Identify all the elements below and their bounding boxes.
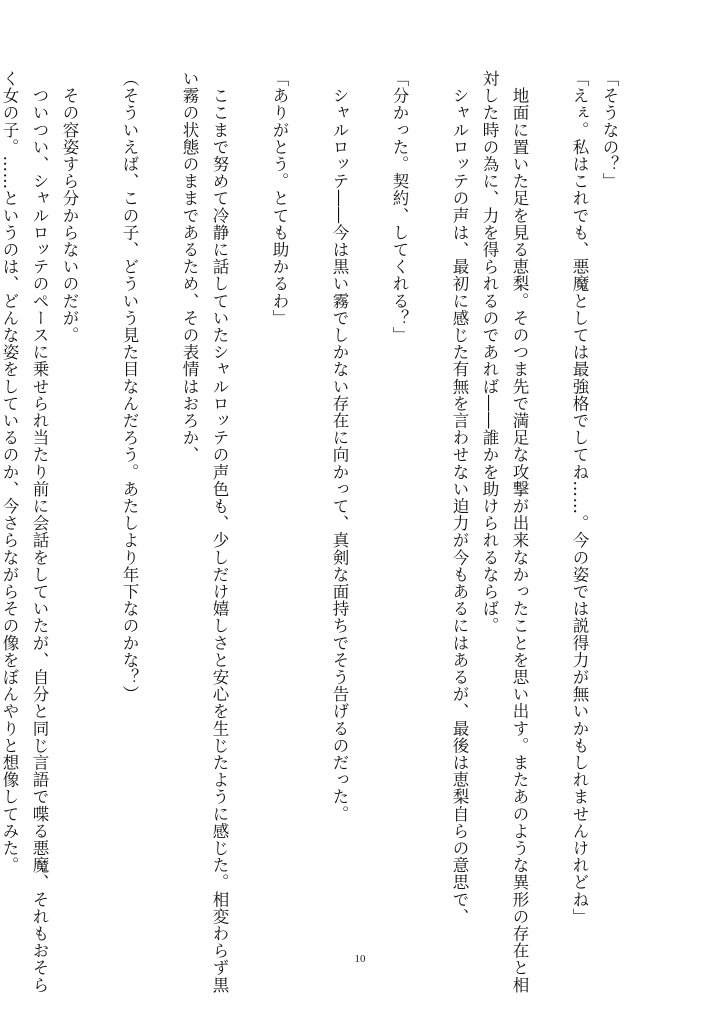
text-line: 「えぇ。私はこれでも、悪魔としては最強格でしてね……。今の姿では説得力が無いかもしれませんけれどね」 bbox=[570, 70, 589, 925]
text-line: （そういえば、この子、どういう見た目なんだろう。あたしより年下なのかな？） bbox=[120, 70, 139, 703]
text-line bbox=[234, 70, 264, 950]
text-line bbox=[354, 70, 384, 950]
text-line: 「ありがとう。とても助かるわ」 bbox=[270, 70, 289, 327]
text-line: 「そうなの？」 bbox=[600, 70, 619, 190]
text-line: 対した時の為に、力を得られるのであれば――誰かを助けられるならば。 bbox=[480, 70, 499, 635]
text-line: シャルロッテの声は、最初に感じた有無を言わせない迫力が今もあるにはあるが、最後は恵梨自らの意思で、 bbox=[450, 70, 469, 925]
text-line: い霧の状態のままであるため、その表情はおろか、 bbox=[180, 70, 199, 464]
text-line bbox=[84, 70, 114, 950]
text-line: ついつい、シャルロッテのペースに乗せられ当たり前に会話をしていたが、自分と同じ言語で喋る悪魔、それもおそら bbox=[30, 70, 49, 994]
text-line: 「分かった。契約、してくれる？」 bbox=[390, 70, 409, 344]
text-line bbox=[534, 70, 564, 950]
text-line bbox=[144, 70, 174, 950]
text-line: 地面に置いた足を見る恵梨。そのつま先で満足な攻撃が出来なかったことを思い出す。またあのような異形の存在と相 bbox=[510, 70, 529, 994]
text-line: その容姿すら分からないのだが。 bbox=[60, 70, 79, 344]
page-number: 10 bbox=[354, 953, 366, 965]
text-line bbox=[414, 70, 444, 950]
text-line: ここまで努めて冷静に話していたシャルロッテの声色も、少しだけ嬉しさと安心を生じたように感じた。相変わらず黒 bbox=[210, 70, 229, 994]
text-line: く女の子。……というのは、どんな姿をしているのか、今さらながらその像をぼんやりと想像してみた。 bbox=[0, 70, 19, 874]
text-line bbox=[294, 70, 324, 950]
text-line: シャルロッテ――今は黒い霧でしかない存在に向かって、真剣な面持ちでそう告げるのだった。 bbox=[330, 70, 349, 823]
